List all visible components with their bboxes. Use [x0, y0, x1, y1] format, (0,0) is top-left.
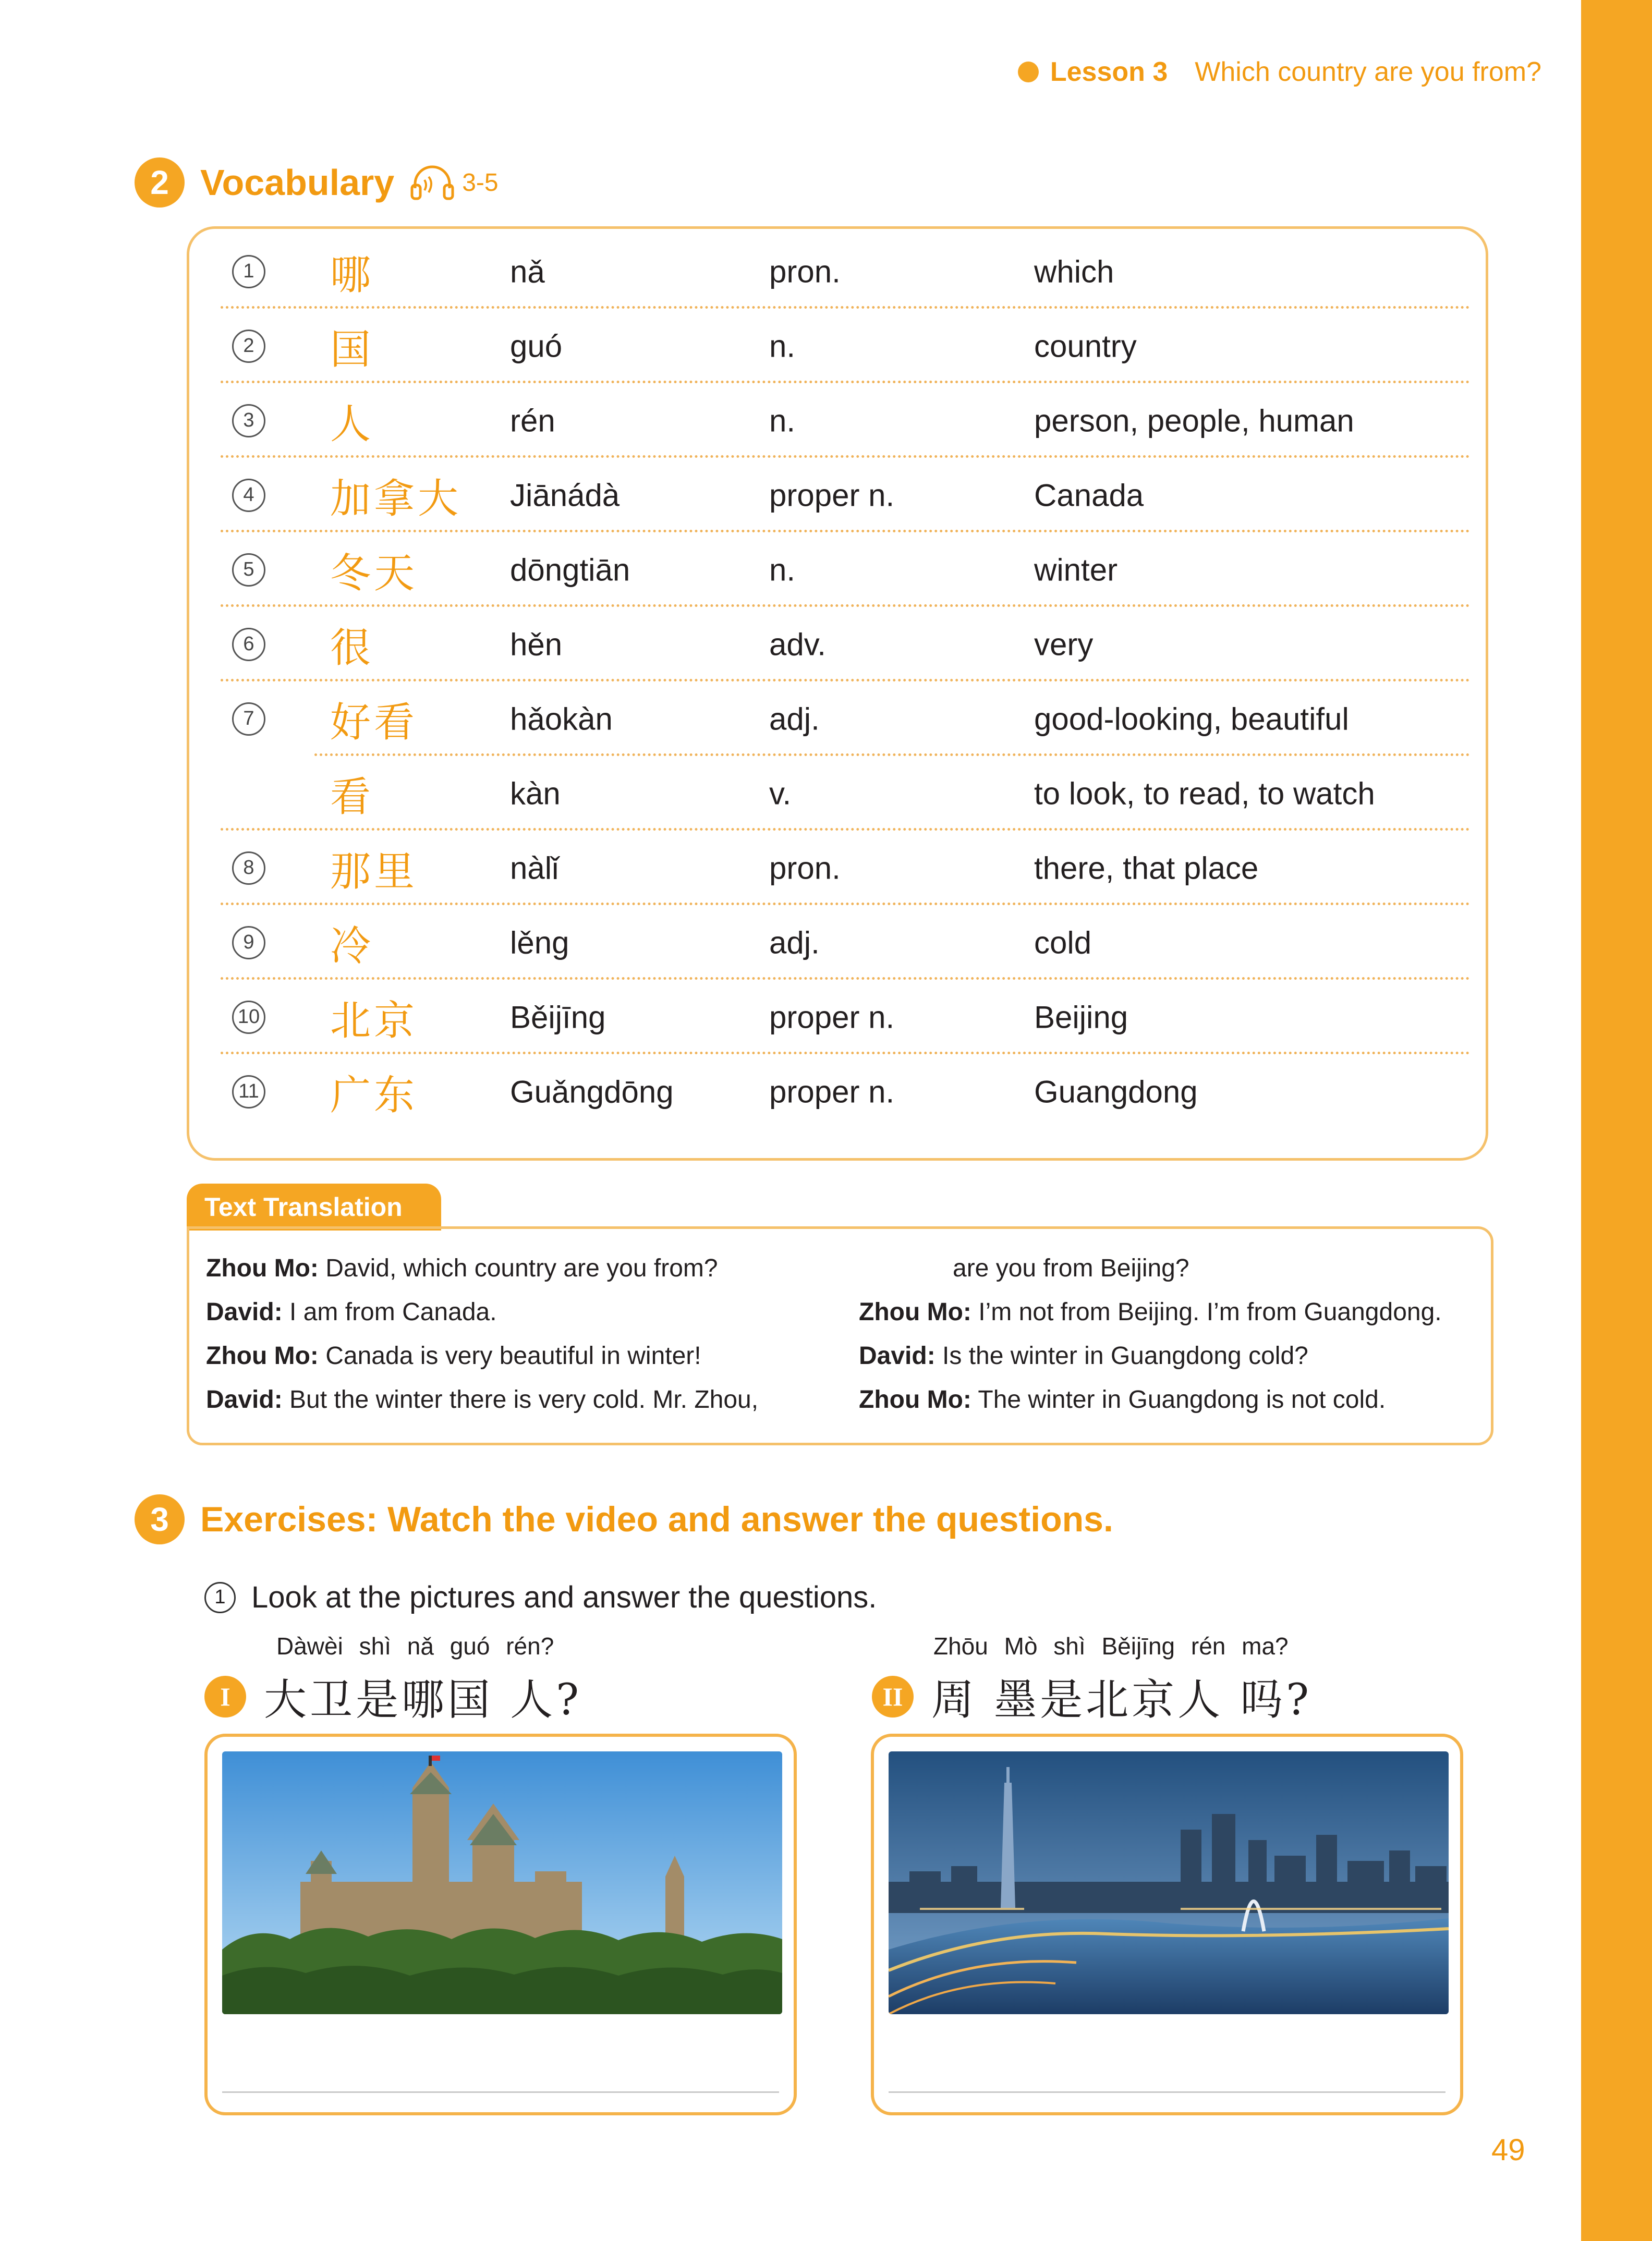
translation-line — [206, 1298, 497, 1326]
english-meaning: person, people, human — [1034, 403, 1354, 438]
translation-line — [859, 1385, 1386, 1414]
question-pinyin: Zhōu Mò shì Běijīng rén ma? — [933, 1633, 1289, 1660]
city-skyline-photo — [889, 1751, 1449, 2014]
pinyin: hǎokàn — [510, 701, 613, 736]
speaker: David: — [206, 1386, 283, 1414]
headphones-icon — [410, 164, 455, 201]
english-meaning: to look, to read, to watch — [1034, 776, 1375, 811]
exercise-instruction — [204, 1580, 877, 1615]
translation-line — [206, 1342, 701, 1370]
translation-line — [206, 1385, 758, 1414]
vocab-row — [221, 681, 1470, 756]
question-2 — [872, 1666, 1312, 1727]
pinyin: nàlǐ — [510, 850, 559, 885]
english-meaning: Guangdong — [1034, 1074, 1198, 1109]
question-badge: I — [204, 1676, 246, 1718]
part-of-speech: adj. — [769, 701, 820, 736]
row-number: 1 — [232, 255, 265, 288]
hanzi: 很 — [330, 624, 374, 672]
dialogue-text: The winter in Guangdong is not cold. — [971, 1386, 1386, 1414]
dialogue-text: But the winter there is very cold. Mr. Zhou, — [282, 1386, 759, 1414]
hanzi: 广东 — [330, 1071, 418, 1119]
translation-line — [859, 1298, 1442, 1326]
vocab-row — [221, 458, 1470, 532]
pinyin: rén — [510, 403, 555, 438]
pinyin: guó — [510, 328, 563, 363]
part-of-speech: n. — [769, 403, 796, 438]
pinyin: kàn — [510, 776, 561, 811]
part-of-speech: adv. — [769, 627, 826, 662]
part-of-speech: n. — [769, 328, 796, 363]
text-translation-tab: Text Translation — [187, 1184, 441, 1231]
english-meaning: Canada — [1034, 478, 1144, 513]
instruction-text: Look at the pictures and answer the questions. — [251, 1580, 877, 1614]
hanzi: 人 — [330, 400, 374, 448]
question-1 — [204, 1666, 582, 1727]
page-edge-bar — [1581, 0, 1652, 2241]
row-number: 6 — [232, 628, 265, 661]
dialogue-text: Canada is very beautiful in winter! — [318, 1342, 701, 1370]
english-meaning: Beijing — [1034, 1000, 1128, 1034]
english-meaning: good-looking, beautiful — [1034, 701, 1349, 736]
pinyin: lěng — [510, 925, 569, 960]
dialogue-text: Is the winter in Guangdong cold? — [935, 1342, 1308, 1370]
picture-card-2 — [871, 1734, 1463, 2115]
question-hanzi: 大卫是哪国 人? — [264, 1675, 582, 1725]
vocab-row — [221, 756, 1470, 831]
lesson-label: Lesson 3 — [1050, 57, 1168, 87]
pinyin: hěn — [510, 627, 563, 662]
hanzi: 那里 — [330, 848, 418, 895]
question-hanzi: 周 墨是北京人 吗? — [931, 1675, 1313, 1725]
vocab-row — [221, 234, 1470, 309]
dialogue-text: I am from Canada. — [282, 1298, 497, 1326]
row-number: 8 — [232, 851, 265, 885]
speaker: Zhou Mo: — [859, 1386, 971, 1414]
english-meaning: very — [1034, 627, 1094, 662]
row-number: 7 — [232, 702, 265, 736]
dialogue-text: David, which country are you from? — [318, 1255, 718, 1282]
pinyin: dōngtiān — [510, 552, 630, 587]
row-number: 11 — [232, 1075, 265, 1109]
hanzi: 冷 — [330, 922, 374, 970]
section-title: Exercises: Watch the video and answer the questions. — [200, 1500, 1113, 1539]
part-of-speech: pron. — [769, 254, 841, 289]
vocab-row — [221, 980, 1470, 1054]
bullet-dot-icon — [1018, 62, 1039, 82]
speaker: David: — [859, 1342, 936, 1370]
english-meaning: winter — [1034, 552, 1118, 587]
part-of-speech: proper n. — [769, 1074, 895, 1109]
part-of-speech: proper n. — [769, 1000, 895, 1034]
vocab-row — [221, 905, 1470, 980]
lesson-title: Which country are you from? — [1195, 57, 1541, 87]
english-meaning: there, that place — [1034, 850, 1259, 885]
hanzi: 冬天 — [330, 550, 418, 597]
section-number: 2 — [135, 157, 185, 208]
vocab-row — [221, 607, 1470, 681]
row-number: 4 — [232, 479, 265, 512]
translation-line — [953, 1254, 1189, 1283]
part-of-speech: adj. — [769, 925, 820, 960]
exercises-heading — [135, 1494, 1113, 1544]
hanzi: 好看 — [330, 699, 418, 746]
part-of-speech: pron. — [769, 850, 841, 885]
page-number: 49 — [1491, 2133, 1525, 2167]
dialogue-text: are you from Beijing? — [953, 1255, 1189, 1282]
speaker: Zhou Mo: — [859, 1298, 971, 1326]
part-of-speech: v. — [769, 776, 792, 811]
vocab-row — [221, 831, 1470, 905]
page-header — [1018, 56, 1541, 88]
translation-line — [859, 1342, 1308, 1370]
pinyin: Běijīng — [510, 1000, 606, 1034]
vocab-row — [221, 1054, 1470, 1129]
audio-track[interactable] — [410, 164, 498, 201]
hanzi: 哪 — [330, 251, 374, 299]
speaker: Zhou Mo: — [206, 1255, 319, 1282]
hanzi: 看 — [330, 773, 374, 821]
section-title: Vocabulary — [200, 162, 395, 203]
picture-card-1 — [204, 1734, 797, 2115]
question-badge: II — [872, 1676, 914, 1718]
row-number: 10 — [232, 1001, 265, 1034]
speaker: Zhou Mo: — [206, 1342, 319, 1370]
row-number: 3 — [232, 404, 265, 437]
speaker: David: — [206, 1298, 283, 1326]
answer-line[interactable] — [889, 2091, 1446, 2093]
pinyin: nǎ — [510, 254, 545, 289]
vocabulary-table — [187, 226, 1488, 1161]
translation-line — [206, 1254, 718, 1283]
english-meaning: which — [1034, 254, 1114, 289]
hanzi: 国 — [330, 326, 374, 373]
text-translation-box — [187, 1226, 1493, 1445]
dialogue-text: I’m not from Beijing. I’m from Guangdong. — [971, 1298, 1442, 1326]
section-number: 3 — [135, 1494, 185, 1544]
hanzi: 北京 — [330, 997, 418, 1044]
vocab-row — [221, 309, 1470, 383]
question-pinyin: Dàwèi shì nǎ guó rén? — [276, 1633, 554, 1660]
english-meaning: country — [1034, 328, 1137, 363]
part-of-speech: proper n. — [769, 478, 895, 513]
pinyin: Guǎngdōng — [510, 1074, 674, 1109]
row-number: 5 — [232, 553, 265, 587]
instruction-number: 1 — [204, 1582, 236, 1613]
part-of-speech: n. — [769, 552, 796, 587]
row-number: 2 — [232, 330, 265, 363]
audio-ref: 3-5 — [462, 168, 499, 197]
vocabulary-heading — [135, 157, 499, 208]
hanzi: 加拿大 — [330, 475, 462, 522]
row-number: 9 — [232, 926, 265, 959]
answer-line[interactable] — [222, 2091, 779, 2093]
parliament-photo — [222, 1751, 782, 2014]
vocab-row — [221, 383, 1470, 458]
vocab-row — [221, 532, 1470, 607]
pinyin: Jiānádà — [510, 478, 620, 513]
english-meaning: cold — [1034, 925, 1092, 960]
